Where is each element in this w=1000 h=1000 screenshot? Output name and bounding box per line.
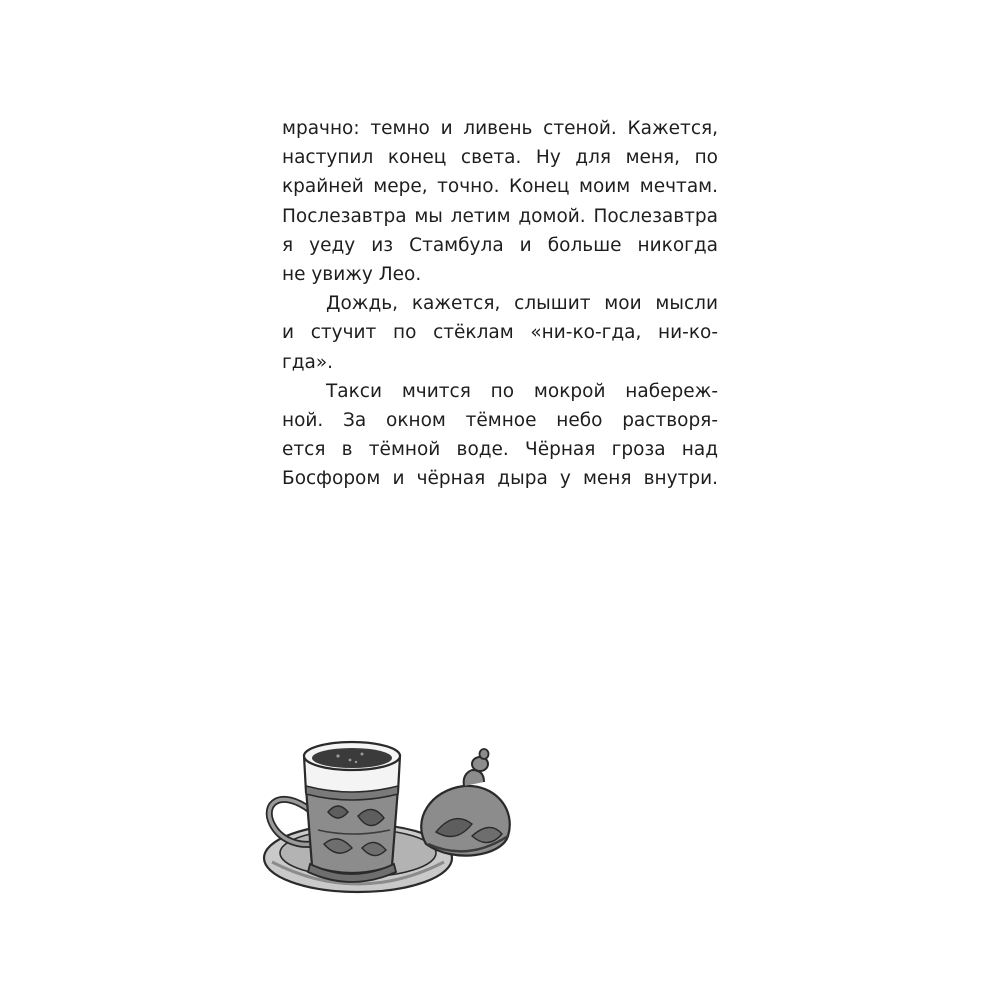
coffee-cup-illustration (258, 740, 538, 910)
text-line: я уеду из Стамбула и больше никогда (282, 234, 718, 256)
text-line: крайней мере, точно. Конец моим мечтам. (282, 176, 718, 198)
paragraph-1 (282, 114, 718, 289)
text-line: гда». (282, 351, 334, 373)
text-line: не увижу Лео. (282, 263, 422, 285)
text-line: наступил конец света. Ну для меня, по (282, 147, 718, 169)
body-text (282, 114, 718, 493)
text-line: ной. За окном тёмное небо растворя- (282, 409, 718, 431)
text-line: Босфором и чёрная дыра у меня внутри. (282, 468, 718, 490)
text-line: мрачно: темно и ливень стеной. Кажется, (282, 118, 718, 139)
text-line: Дождь, кажется, слышит мои мысли (326, 293, 718, 315)
paragraph-3 (282, 377, 718, 494)
paragraph-2 (282, 289, 718, 377)
cup-holder (306, 788, 398, 882)
text-line: и стучит по стёклам «ни-ко-гда, ни-ко- (282, 322, 718, 344)
text-line: Послезавтра мы летим домой. Послезавтра (282, 205, 718, 227)
text-line: Такси мчится по мокрой набереж- (326, 380, 718, 402)
cup-rim (304, 742, 400, 800)
cup-lid (421, 749, 510, 856)
turkish-coffee-cup-icon (258, 740, 538, 910)
text-line: ется в тёмной воде. Чёрная гроза над (282, 439, 718, 461)
